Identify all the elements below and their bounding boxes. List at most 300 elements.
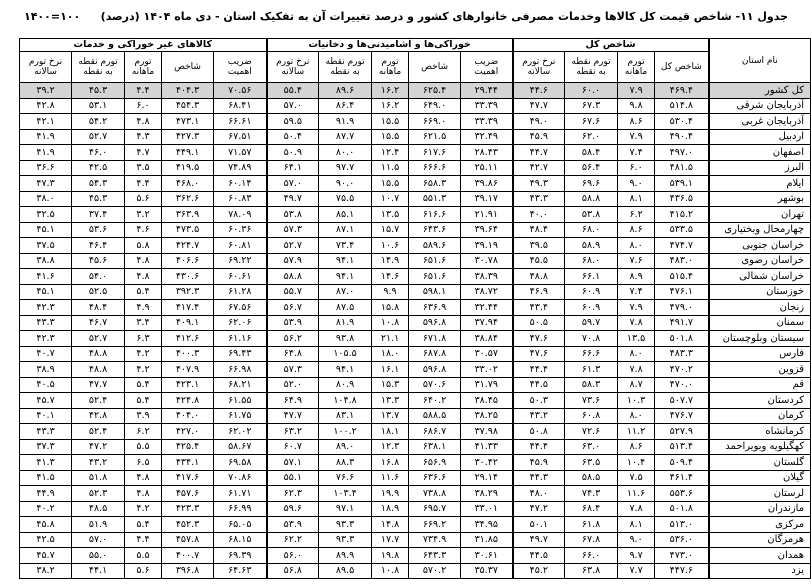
column-header-row [20, 52, 811, 83]
nonfood-value-cell: ۵۴.۰ [72, 269, 125, 285]
nonfood-value-cell: ۵۲.۷ [72, 331, 125, 347]
total-value-cell: ۴۴۷.۶ [655, 563, 709, 579]
total-value-cell: ۴۸۳.۰ [655, 253, 709, 269]
nonfood-value-cell: ۴۵.۶ [72, 253, 125, 269]
total-value-cell: ۸.۰ [618, 408, 655, 424]
food-value-cell: ۸۹.۹ [319, 548, 372, 564]
food-value-cell: ۱۵.۷ [372, 222, 409, 238]
nonfood-value-cell: ۴.۸ [125, 470, 162, 486]
total-value-cell: ۴۷۶.۱ [655, 284, 709, 300]
total-value-cell: ۴۷.۲ [513, 501, 565, 517]
food-value-cell: ۵۹.۵ [267, 114, 319, 130]
table-row [20, 176, 811, 192]
total-value-cell: ۶۱.۳ [565, 362, 618, 378]
table-row [20, 393, 811, 409]
food-value-cell: ۳۸.۸۴ [461, 331, 513, 347]
total-value-cell: ۸.۶ [618, 114, 655, 130]
food-value-cell: ۵۹۸.۱ [409, 284, 461, 300]
nonfood-value-cell: ۶۲.۰۶ [214, 315, 267, 331]
table-row [20, 501, 811, 517]
food-value-cell: ۶۲.۳ [267, 486, 319, 502]
nonfood-value-cell: ۴۱.۳ [20, 455, 72, 471]
total-value-cell: ۷۰.۸ [565, 331, 618, 347]
nonfood-value-cell: ۴.۸ [125, 253, 162, 269]
nonfood-value-cell: ۶۱.۷۱ [214, 486, 267, 502]
nonfood-value-cell: ۴۸.۵ [72, 501, 125, 517]
nonfood-value-cell: ۴۱۲.۶ [162, 331, 214, 347]
food-value-cell: ۶۳۶.۹ [409, 300, 461, 316]
total-value-cell: ۴۳.۳ [513, 191, 565, 207]
table-row [20, 114, 811, 130]
food-value-cell: ۸۰.۹ [319, 377, 372, 393]
food-value-cell: ۹۱.۹ [319, 114, 372, 130]
col-total-p2p: تورم نقطه به نقطه [565, 52, 618, 83]
nonfood-value-cell: ۵.۶ [125, 563, 162, 579]
nonfood-value-cell: ۶۶.۹۹ [214, 501, 267, 517]
food-value-cell: ۵۸.۸ [267, 269, 319, 285]
total-value-cell: ۱۰.۴ [618, 455, 655, 471]
nonfood-value-cell: ۴۱.۹ [20, 145, 72, 161]
food-value-cell: ۶۵۱.۶ [409, 269, 461, 285]
nonfood-value-cell: ۴۵.۷ [20, 548, 72, 564]
food-value-cell: ۵۷.۱ [267, 455, 319, 471]
food-value-cell: ۵۹۶.۸ [409, 315, 461, 331]
province-name-cell: تهران [709, 207, 811, 223]
total-value-cell: ۵۰۱.۸ [655, 501, 709, 517]
food-value-cell: ۶۶۹.۲ [409, 517, 461, 533]
food-value-cell: ۳۰.۷۸ [461, 253, 513, 269]
nonfood-value-cell: ۶.۵ [125, 455, 162, 471]
nonfood-value-cell: ۴.۲ [125, 346, 162, 362]
food-value-cell: ۱۶.۱ [372, 362, 409, 378]
nonfood-value-cell: ۴۰۰.۷ [162, 548, 214, 564]
nonfood-value-cell: ۴۸.۴ [72, 300, 125, 316]
food-value-cell: ۵۹.۶ [267, 501, 319, 517]
nonfood-value-cell: ۴۲۴.۷ [162, 238, 214, 254]
food-value-cell: ۳۳.۳۹ [461, 114, 513, 130]
total-value-cell: ۷.۸ [618, 315, 655, 331]
nonfood-value-cell: ۴۵۲.۳ [162, 517, 214, 533]
food-value-cell: ۳۹.۸۶ [461, 176, 513, 192]
food-value-cell: ۱۵.۵ [372, 129, 409, 145]
province-name-cell: مازندران [709, 501, 811, 517]
food-value-cell: ۳۳.۰۲ [461, 362, 513, 378]
food-value-cell: ۳۸.۳۹ [461, 269, 513, 285]
nonfood-value-cell: ۶۱.۷۵ [214, 408, 267, 424]
nonfood-value-cell: ۴۶.۷ [72, 315, 125, 331]
total-value-cell: ۴۶۱.۴ [655, 470, 709, 486]
total-value-cell: ۶۶.۶ [565, 346, 618, 362]
food-value-cell: ۵۵.۷ [267, 284, 319, 300]
food-value-cell: ۳۲.۴۹ [461, 129, 513, 145]
food-value-cell: ۳۹.۱۷ [461, 191, 513, 207]
total-value-cell: ۸.۹ [618, 269, 655, 285]
table-row [20, 284, 811, 300]
province-name-cell: چهارمحال وبختیاری [709, 222, 811, 238]
food-value-cell: ۹۴.۱ [319, 269, 372, 285]
total-value-cell: ۹.۰ [618, 176, 655, 192]
food-value-cell: ۱۵.۵ [372, 176, 409, 192]
total-value-cell: ۸.۱ [618, 517, 655, 533]
nonfood-value-cell: ۶۴.۶۳ [214, 563, 267, 579]
food-value-cell: ۱۴.۸ [372, 517, 409, 533]
food-value-cell: ۱۰۳.۴ [319, 486, 372, 502]
nonfood-value-cell: ۴۳.۳ [20, 424, 72, 440]
nonfood-value-cell: ۴۲.۸ [20, 98, 72, 114]
food-value-cell: ۵۲.۷ [267, 238, 319, 254]
food-value-cell: ۱۵.۸ [372, 300, 409, 316]
food-value-cell: ۵۷.۹ [267, 253, 319, 269]
province-name-cell: اردبیل [709, 129, 811, 145]
nonfood-value-cell: ۵۸.۶۷ [214, 439, 267, 455]
nonfood-value-cell: ۴۰.۱ [20, 408, 72, 424]
col-food-p2p: تورم نقطه به نقطه [319, 52, 372, 83]
food-value-cell: ۳۹.۶۴ [461, 222, 513, 238]
nonfood-value-cell: ۴۵.۳ [72, 191, 125, 207]
province-name-cell: قزوین [709, 362, 811, 378]
food-value-cell: ۲۹.۴۴ [461, 83, 513, 99]
food-value-cell: ۱۲.۴ [372, 145, 409, 161]
food-value-cell: ۱۸.۹ [372, 501, 409, 517]
food-value-cell: ۳۷.۹۴ [461, 315, 513, 331]
province-name-cell: سیستان وبلوچستان [709, 331, 811, 347]
table-row [20, 424, 811, 440]
province-name-cell: اصفهان [709, 145, 811, 161]
food-value-cell: ۶۶۹.۰ [409, 114, 461, 130]
food-value-cell: ۴۷.۷ [267, 408, 319, 424]
nonfood-value-cell: ۴۲۵.۴ [162, 439, 214, 455]
nonfood-value-cell: ۴۱۹.۵ [162, 160, 214, 176]
inflation-table [19, 38, 811, 579]
total-value-cell: ۶۸.۰ [565, 222, 618, 238]
nonfood-value-cell: ۴۷۳.۱ [162, 114, 214, 130]
nonfood-value-cell: ۴۲.۳ [20, 300, 72, 316]
food-value-cell: ۳۱.۷۹ [461, 377, 513, 393]
food-value-cell: ۷۶.۶ [319, 470, 372, 486]
nonfood-value-cell: ۷۰.۵۶ [214, 83, 267, 99]
total-value-cell: ۶۰.۹ [565, 300, 618, 316]
food-value-cell: ۹۳.۳ [319, 517, 372, 533]
food-value-cell: ۲۸.۴۳ [461, 145, 513, 161]
province-name-cell: خراسان رضوی [709, 253, 811, 269]
total-value-cell: ۴۴.۴ [513, 362, 565, 378]
nonfood-value-cell: ۴۶۸.۰ [162, 176, 214, 192]
nonfood-value-cell: ۳۷.۴ [72, 207, 125, 223]
total-value-cell: ۴۷۳.۰ [655, 548, 709, 564]
food-value-cell: ۳۳.۰۱ [461, 501, 513, 517]
food-value-cell: ۱۶.۸ [372, 455, 409, 471]
province-header: نام استان [709, 39, 811, 83]
total-value-cell: ۷۲.۶ [565, 424, 618, 440]
province-name-cell: آذربایجان شرقی [709, 98, 811, 114]
total-value-cell: ۵۳۰.۴ [655, 114, 709, 130]
total-value-cell: ۷.۴ [618, 145, 655, 161]
food-value-cell: ۶۹۵.۷ [409, 501, 461, 517]
table-row [20, 145, 811, 161]
nonfood-value-cell: ۵۵.۰ [72, 548, 125, 564]
nonfood-value-cell: ۴۲.۸ [72, 408, 125, 424]
food-value-cell: ۱۹.۹ [372, 486, 409, 502]
food-value-cell: ۱۸.۱ [372, 424, 409, 440]
nonfood-value-cell: ۵.۴ [125, 393, 162, 409]
table-row [20, 532, 811, 548]
nonfood-value-cell: ۴۱۷.۶ [162, 470, 214, 486]
total-value-cell: ۴۱۵.۲ [655, 207, 709, 223]
table-row [20, 486, 811, 502]
total-value-cell: ۴۹.۳ [513, 176, 565, 192]
food-value-cell: ۶۴۹.۰ [409, 98, 461, 114]
province-name-cell: آذربایجان غربی [709, 114, 811, 130]
food-value-cell: ۱۵.۳ [372, 377, 409, 393]
total-value-cell: ۹.۷ [618, 548, 655, 564]
table-row [20, 408, 811, 424]
col-food-monthly: تورم ماهانه [372, 52, 409, 83]
total-value-cell: ۷۴.۳ [565, 486, 618, 502]
total-value-cell: ۶۲.۰ [565, 129, 618, 145]
nonfood-value-cell: ۳۶.۶ [20, 160, 72, 176]
table-row [20, 83, 811, 99]
food-value-cell: ۱۰۰.۲ [319, 424, 372, 440]
food-value-cell: ۲۹.۱۴ [461, 470, 513, 486]
total-value-cell: ۹.۸ [618, 98, 655, 114]
nonfood-value-cell: ۴۰۰.۳ [162, 346, 214, 362]
total-value-cell: ۴۸.۸ [513, 269, 565, 285]
food-value-cell: ۸۷.۷ [319, 129, 372, 145]
col-nonfood-annual: نرخ تورم سالانه [20, 52, 72, 83]
nonfood-value-cell: ۶۹.۵۸ [214, 455, 267, 471]
table-row [20, 315, 811, 331]
food-value-cell: ۱۰.۸ [372, 563, 409, 579]
total-value-cell: ۶۸.۰ [565, 253, 618, 269]
total-value-cell: ۵۳۳.۵ [655, 222, 709, 238]
col-food-annual: نرخ تورم سالانه [267, 52, 319, 83]
total-value-cell: ۸.۰ [618, 346, 655, 362]
food-value-cell: ۵۳.۹ [267, 315, 319, 331]
food-value-cell: ۵۳.۸ [267, 207, 319, 223]
table-row [20, 207, 811, 223]
nonfood-value-cell: ۴.۷ [125, 145, 162, 161]
food-value-cell: ۶۴۳.۳ [409, 548, 461, 564]
food-value-cell: ۶۵۱.۶ [409, 253, 461, 269]
food-value-cell: ۱۴.۶ [372, 269, 409, 285]
food-value-cell: ۶۸۷.۸ [409, 346, 461, 362]
table-row [20, 253, 811, 269]
province-name-cell: فارس [709, 346, 811, 362]
table-row [20, 517, 811, 533]
nonfood-value-cell: ۳۶۳.۹ [162, 207, 214, 223]
total-value-cell: ۸.۶ [618, 439, 655, 455]
nonfood-value-cell: ۵۷.۰ [72, 532, 125, 548]
food-value-cell: ۶۲۵.۴ [409, 83, 461, 99]
total-value-cell: ۷.۷ [618, 563, 655, 579]
nonfood-value-cell: ۶۶.۹۸ [214, 362, 267, 378]
food-value-cell: ۸۹.۶ [319, 83, 372, 99]
nonfood-value-cell: ۳.۹ [125, 408, 162, 424]
nonfood-value-cell: ۶۹.۳۹ [214, 548, 267, 564]
table-row [20, 191, 811, 207]
food-value-cell: ۹۰.۰ [319, 176, 372, 192]
table-row [20, 563, 811, 579]
nonfood-value-cell: ۴۳.۳ [20, 315, 72, 331]
nonfood-value-cell: ۶.۳ [125, 331, 162, 347]
total-value-cell: ۴۴.۵ [513, 377, 565, 393]
total-value-cell: ۶۶.۰ [565, 548, 618, 564]
food-value-cell: ۷۳.۴ [319, 238, 372, 254]
nonfood-value-cell: ۴۰.۷ [20, 346, 72, 362]
total-value-cell: ۷.۹ [618, 129, 655, 145]
nonfood-value-cell: ۶۱.۱۶ [214, 331, 267, 347]
nonfood-value-cell: ۴.۹ [125, 300, 162, 316]
total-value-cell: ۵۰۹.۴ [655, 455, 709, 471]
food-value-cell: ۵۰.۹ [267, 145, 319, 161]
nonfood-value-cell: ۴۲.۵ [72, 160, 125, 176]
total-value-cell: ۸.۷ [618, 377, 655, 393]
nonfood-value-cell: ۵.۸ [125, 238, 162, 254]
nonfood-value-cell: ۷۸.۰۹ [214, 207, 267, 223]
total-value-cell: ۸.۶ [618, 222, 655, 238]
total-value-cell: ۳۹.۵ [513, 238, 565, 254]
nonfood-value-cell: ۴۲.۳ [20, 331, 72, 347]
total-value-cell: ۴۴.۵ [513, 548, 565, 564]
total-value-cell: ۶.۰ [618, 160, 655, 176]
table-row [20, 346, 811, 362]
total-value-cell: ۱۱.۶ [618, 486, 655, 502]
nonfood-value-cell: ۶۵.۰۵ [214, 517, 267, 533]
total-value-cell: ۶۶.۱ [565, 269, 618, 285]
total-value-cell: ۷.۴ [618, 284, 655, 300]
food-value-cell: ۳۱.۸۵ [461, 532, 513, 548]
nonfood-value-cell: ۳۲.۵ [20, 207, 72, 223]
total-value-cell: ۵۰۷.۷ [655, 393, 709, 409]
food-value-cell: ۵۷۰.۶ [409, 377, 461, 393]
total-value-cell: ۵۱۳.۰ [655, 517, 709, 533]
total-value-cell: ۴۷۶.۷ [655, 408, 709, 424]
food-value-cell: ۲۱.۹۱ [461, 207, 513, 223]
food-value-cell: ۸۰.۰ [319, 145, 372, 161]
nonfood-value-cell: ۵۲.۴ [72, 424, 125, 440]
total-value-cell: ۴۷۰.۲ [655, 362, 709, 378]
total-value-cell: ۶۸.۴ [565, 501, 618, 517]
nonfood-value-cell: ۴۰۶.۶ [162, 253, 214, 269]
total-value-cell: ۶۰.۰ [565, 83, 618, 99]
nonfood-value-cell: ۴۳۴.۱ [162, 455, 214, 471]
nonfood-value-cell: ۴۵.۱ [20, 222, 72, 238]
food-value-cell: ۳۷.۹۸ [461, 424, 513, 440]
total-value-cell: ۱۳.۵ [618, 331, 655, 347]
total-value-cell: ۴۴.۶ [513, 83, 565, 99]
nonfood-value-cell: ۴.۴ [125, 83, 162, 99]
nonfood-value-cell: ۴۷۳.۵ [162, 222, 214, 238]
total-value-cell: ۷.۸ [618, 362, 655, 378]
food-value-cell: ۷۵.۵ [319, 191, 372, 207]
nonfood-value-cell: ۴۵.۱ [20, 284, 72, 300]
nonfood-value-cell: ۶۸.۴۱ [214, 98, 267, 114]
nonfood-value-cell: ۷۴.۸۹ [214, 160, 267, 176]
table-row [20, 222, 811, 238]
food-value-cell: ۱۹.۸ [372, 548, 409, 564]
food-value-cell: ۵۰.۴ [267, 129, 319, 145]
nonfood-value-cell: ۵۴.۲ [72, 114, 125, 130]
food-value-cell: ۸۳.۱ [319, 408, 372, 424]
province-name-cell: همدان [709, 548, 811, 564]
total-value-cell: ۶۰.۸ [565, 408, 618, 424]
food-value-cell: ۳۸.۴۵ [461, 393, 513, 409]
food-value-cell: ۹۷.۱ [319, 501, 372, 517]
food-value-cell: ۶۵۸.۳ [409, 176, 461, 192]
table-row [20, 362, 811, 378]
group-total-header: شاخص کل [513, 39, 709, 52]
total-value-cell: ۴۸۱.۵ [655, 160, 709, 176]
nonfood-value-cell: ۵۲.۴ [72, 393, 125, 409]
col-nonfood-monthly: تورم ماهانه [125, 52, 162, 83]
nonfood-value-cell: ۴۵۴.۳ [162, 98, 214, 114]
food-value-cell: ۵۶.۷ [267, 300, 319, 316]
table-row [20, 548, 811, 564]
province-name-cell: سمنان [709, 315, 811, 331]
table-row [20, 238, 811, 254]
province-name-cell: مرکزی [709, 517, 811, 533]
food-value-cell: ۶۷۱.۸ [409, 331, 461, 347]
total-value-cell: ۷.۵ [618, 470, 655, 486]
table-row [20, 160, 811, 176]
food-value-cell: ۸۹.۵ [319, 563, 372, 579]
food-value-cell: ۵۸۸.۵ [409, 408, 461, 424]
food-value-cell: ۵۷.۳ [267, 222, 319, 238]
total-value-cell: ۷.۹ [618, 300, 655, 316]
nonfood-value-cell: ۴.۸ [125, 114, 162, 130]
province-name-cell: گیلان [709, 470, 811, 486]
food-value-cell: ۵۶.۸ [267, 563, 319, 579]
food-value-cell: ۱۲.۳ [372, 439, 409, 455]
province-name-cell: گلستان [709, 455, 811, 471]
table-row [20, 331, 811, 347]
food-value-cell: ۹۴.۱ [319, 362, 372, 378]
food-value-cell: ۲۵.۱۱ [461, 160, 513, 176]
nonfood-value-cell: ۵.۴ [125, 284, 162, 300]
total-value-cell: ۵۳۶.۰ [655, 532, 709, 548]
nonfood-value-cell: ۴۰۴.۰ [162, 408, 214, 424]
food-value-cell: ۲۱.۱ [372, 331, 409, 347]
total-value-cell: ۴۴.۷ [513, 145, 565, 161]
nonfood-value-cell: ۶۰.۱۴ [214, 176, 267, 192]
total-value-cell: ۴۳.۴ [513, 300, 565, 316]
province-name-cell: هرمزگان [709, 532, 811, 548]
total-value-cell: ۵۳.۸ [565, 207, 618, 223]
total-value-cell: ۵۱۵.۴ [655, 269, 709, 285]
food-value-cell: ۸۹.۰ [319, 439, 372, 455]
group-header-row [20, 39, 811, 52]
table-row [20, 377, 811, 393]
total-value-cell: ۴۷۴.۷ [655, 238, 709, 254]
nonfood-value-cell: ۴.۳ [125, 129, 162, 145]
food-value-cell: ۱۱.۶ [372, 470, 409, 486]
nonfood-value-cell: ۴۲.۵ [20, 532, 72, 548]
food-value-cell: ۵۷.۰ [267, 98, 319, 114]
food-value-cell: ۳۰.۵۷ [461, 346, 513, 362]
col-nonfood-p2p: تورم نقطه به نقطه [72, 52, 125, 83]
col-food-weight: ضریب اهمیت [461, 52, 513, 83]
nonfood-value-cell: ۴.۶ [125, 222, 162, 238]
nonfood-value-cell: ۷۰.۸۶ [214, 470, 267, 486]
nonfood-value-cell: ۳۸.۹ [20, 362, 72, 378]
col-food-index: شاخص [409, 52, 461, 83]
province-name-cell: کهگیلویه وبویراحمد [709, 439, 811, 455]
total-value-cell: ۶۷.۸ [565, 532, 618, 548]
food-value-cell: ۸۷.۱ [319, 222, 372, 238]
food-value-cell: ۱۷.۷ [372, 532, 409, 548]
province-name-cell: زنجان [709, 300, 811, 316]
food-value-cell: ۷۳۴.۹ [409, 532, 461, 548]
